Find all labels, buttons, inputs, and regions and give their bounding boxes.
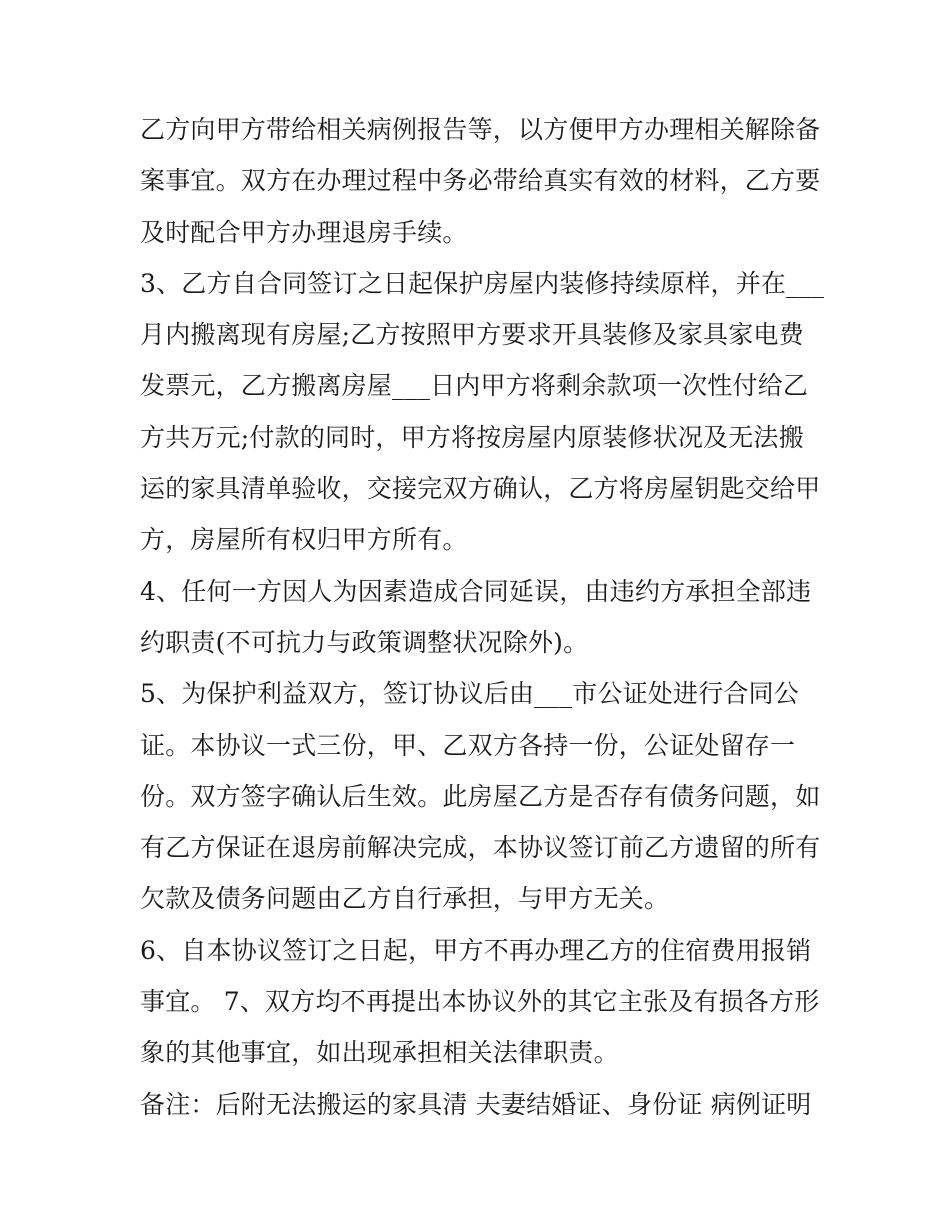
text-line: 事宜。 7、双方均不再提出本协议外的其它主张及有损各方形: [140, 987, 820, 1017]
clause-5-line: 5、为保护利益双方，签订协议后由___市公证处进行合同公: [140, 679, 800, 709]
text-line: 证。本协议一式三份，甲、乙双方各持一份，公证处留存一: [140, 730, 796, 760]
text-line: 象的其他事宜，如出现承担相关法律职责。: [140, 1038, 619, 1068]
text-line: 有乙方保证在退房前解决完成，本协议签订前乙方遗留的所有: [140, 833, 821, 863]
text-line: 发票元，乙方搬离房屋___日内甲方将剩余款项一次性付给乙: [140, 371, 809, 401]
text-line: 欠款及债务问题由乙方自行承担，与甲方无关。: [140, 884, 670, 914]
clause-4-line: 4、任何一方因人为因素造成合同延误，由违约方承担全部违: [140, 576, 812, 606]
clause-6-line: 6、自本协议签订之日起，甲方不再办理乙方的住宿费用报销: [140, 935, 812, 965]
document-body: [140, 104, 825, 1130]
text-line: 月内搬离现有房屋;乙方按照甲方要求开具装修及家具家电费: [140, 320, 804, 350]
clause-3-line: 3、乙方自合同签订之日起保护房屋内装修持续原样，并在___: [140, 268, 825, 298]
text-line: 及时配合甲方办理退房手续。: [140, 217, 468, 247]
text-line: 约职责(不可抗力与政策调整状况除外)。: [140, 627, 589, 657]
remarks-line: 备注：后附无法搬运的家具清 夫妻结婚证、身份证 病例证明: [140, 1089, 812, 1119]
text-line: 运的家具清单验收，交接完双方确认，乙方将房屋钥匙交给甲: [140, 474, 821, 504]
text-line: 案事宜。双方在办理过程中务必带给真实有效的材料，乙方要: [140, 166, 821, 196]
text-line: 方共万元;付款的同时，甲方将按房屋内原装修状况及无法搬: [140, 422, 804, 452]
text-line: 乙方向甲方带给相关病例报告等，以方便甲方办理相关解除备: [140, 115, 821, 144]
text-line: 方，房屋所有权归甲方所有。: [140, 525, 468, 555]
text-line: 份。双方签字确认后生效。此房屋乙方是否存有债务问题，如: [140, 781, 821, 811]
